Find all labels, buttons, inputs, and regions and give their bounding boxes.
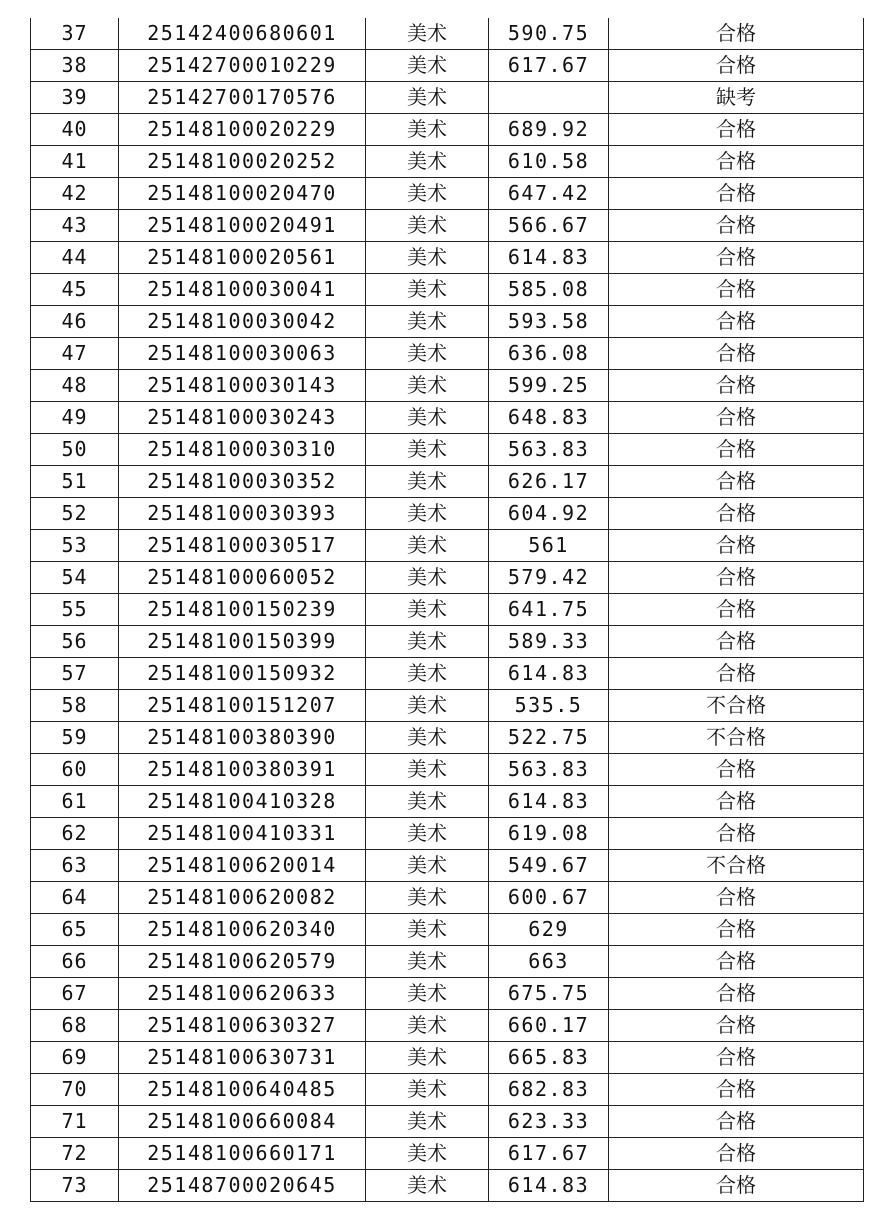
- result-cell: 合格: [609, 658, 864, 690]
- candidate-id-cell: 25148100030063: [119, 338, 366, 370]
- score-cell: 599.25: [489, 370, 609, 402]
- table-row: [31, 1010, 864, 1042]
- score-cell: 535.5: [489, 690, 609, 722]
- row-number-cell: 72: [31, 1138, 119, 1170]
- results-table-body: [31, 18, 864, 1202]
- score-cell: 623.33: [489, 1106, 609, 1138]
- row-number-cell: 61: [31, 786, 119, 818]
- row-number-cell: 49: [31, 402, 119, 434]
- score-cell: 566.67: [489, 210, 609, 242]
- candidate-id-cell: 25148100151207: [119, 690, 366, 722]
- score-cell: 579.42: [489, 562, 609, 594]
- result-cell: 合格: [609, 978, 864, 1010]
- result-cell: 合格: [609, 1170, 864, 1202]
- score-cell: 549.67: [489, 850, 609, 882]
- candidate-id-cell: 25148700020645: [119, 1170, 366, 1202]
- table-row: [31, 466, 864, 498]
- result-cell: 合格: [609, 434, 864, 466]
- candidate-id-cell: 25148100030042: [119, 306, 366, 338]
- table-row: [31, 50, 864, 82]
- score-cell: 610.58: [489, 146, 609, 178]
- table-row: [31, 530, 864, 562]
- candidate-id-cell: 25148100620579: [119, 946, 366, 978]
- row-number-cell: 71: [31, 1106, 119, 1138]
- candidate-id-cell: 25148100030143: [119, 370, 366, 402]
- result-cell: 合格: [609, 1074, 864, 1106]
- candidate-id-cell: 25148100410328: [119, 786, 366, 818]
- candidate-id-cell: 25142700010229: [119, 50, 366, 82]
- table-row: [31, 882, 864, 914]
- table-row: [31, 850, 864, 882]
- subject-cell: 美术: [366, 850, 489, 882]
- result-cell: 不合格: [609, 850, 864, 882]
- row-number-cell: 64: [31, 882, 119, 914]
- row-number-cell: 62: [31, 818, 119, 850]
- row-number-cell: 41: [31, 146, 119, 178]
- score-cell: 585.08: [489, 274, 609, 306]
- table-row: [31, 402, 864, 434]
- result-cell: 合格: [609, 370, 864, 402]
- row-number-cell: 54: [31, 562, 119, 594]
- row-number-cell: 70: [31, 1074, 119, 1106]
- result-cell: 合格: [609, 274, 864, 306]
- row-number-cell: 57: [31, 658, 119, 690]
- result-cell: 合格: [609, 210, 864, 242]
- row-number-cell: 50: [31, 434, 119, 466]
- subject-cell: 美术: [366, 722, 489, 754]
- score-cell: 617.67: [489, 1138, 609, 1170]
- subject-cell: 美术: [366, 210, 489, 242]
- table-row: [31, 722, 864, 754]
- subject-cell: 美术: [366, 1010, 489, 1042]
- row-number-cell: 44: [31, 242, 119, 274]
- subject-cell: 美术: [366, 306, 489, 338]
- row-number-cell: 46: [31, 306, 119, 338]
- candidate-id-cell: 25148100030517: [119, 530, 366, 562]
- result-cell: 不合格: [609, 722, 864, 754]
- subject-cell: 美术: [366, 1138, 489, 1170]
- table-row: [31, 146, 864, 178]
- candidate-id-cell: 25148100380390: [119, 722, 366, 754]
- subject-cell: 美术: [366, 1170, 489, 1202]
- results-table: [30, 18, 864, 1202]
- row-number-cell: 37: [31, 18, 119, 50]
- score-cell: 665.83: [489, 1042, 609, 1074]
- score-cell: 600.67: [489, 882, 609, 914]
- table-row: [31, 178, 864, 210]
- subject-cell: 美术: [366, 402, 489, 434]
- candidate-id-cell: 25148100620633: [119, 978, 366, 1010]
- candidate-id-cell: 25148100660171: [119, 1138, 366, 1170]
- score-cell: 663: [489, 946, 609, 978]
- row-number-cell: 59: [31, 722, 119, 754]
- table-row: [31, 690, 864, 722]
- row-number-cell: 43: [31, 210, 119, 242]
- subject-cell: 美术: [366, 146, 489, 178]
- subject-cell: 美术: [366, 626, 489, 658]
- subject-cell: 美术: [366, 754, 489, 786]
- subject-cell: 美术: [366, 530, 489, 562]
- result-cell: 合格: [609, 306, 864, 338]
- score-cell: 617.67: [489, 50, 609, 82]
- candidate-id-cell: 25148100620014: [119, 850, 366, 882]
- row-number-cell: 51: [31, 466, 119, 498]
- candidate-id-cell: 25142700170576: [119, 82, 366, 114]
- result-cell: 合格: [609, 946, 864, 978]
- table-row: [31, 18, 864, 50]
- subject-cell: 美术: [366, 274, 489, 306]
- table-row: [31, 946, 864, 978]
- table-row: [31, 1170, 864, 1202]
- row-number-cell: 60: [31, 754, 119, 786]
- table-row: [31, 82, 864, 114]
- result-cell: 合格: [609, 338, 864, 370]
- row-number-cell: 42: [31, 178, 119, 210]
- candidate-id-cell: 25148100020252: [119, 146, 366, 178]
- row-number-cell: 40: [31, 114, 119, 146]
- row-number-cell: 65: [31, 914, 119, 946]
- result-cell: 合格: [609, 754, 864, 786]
- row-number-cell: 58: [31, 690, 119, 722]
- result-cell: 合格: [609, 626, 864, 658]
- row-number-cell: 68: [31, 1010, 119, 1042]
- result-cell: 合格: [609, 146, 864, 178]
- subject-cell: 美术: [366, 1042, 489, 1074]
- score-cell: 641.75: [489, 594, 609, 626]
- table-row: [31, 242, 864, 274]
- candidate-id-cell: 25148100410331: [119, 818, 366, 850]
- score-cell: 563.83: [489, 754, 609, 786]
- results-sheet: [30, 18, 863, 1202]
- subject-cell: 美术: [366, 18, 489, 50]
- row-number-cell: 45: [31, 274, 119, 306]
- candidate-id-cell: 25148100020491: [119, 210, 366, 242]
- subject-cell: 美术: [366, 466, 489, 498]
- score-cell: 626.17: [489, 466, 609, 498]
- table-row: [31, 594, 864, 626]
- result-cell: 合格: [609, 914, 864, 946]
- subject-cell: 美术: [366, 242, 489, 274]
- row-number-cell: 69: [31, 1042, 119, 1074]
- score-cell: 647.42: [489, 178, 609, 210]
- score-cell: 660.17: [489, 1010, 609, 1042]
- score-cell: 589.33: [489, 626, 609, 658]
- table-row: [31, 818, 864, 850]
- result-cell: 不合格: [609, 690, 864, 722]
- result-cell: 合格: [609, 50, 864, 82]
- score-cell: 675.75: [489, 978, 609, 1010]
- table-row: [31, 978, 864, 1010]
- score-cell: 682.83: [489, 1074, 609, 1106]
- candidate-id-cell: 25148100030393: [119, 498, 366, 530]
- result-cell: 合格: [609, 114, 864, 146]
- score-cell: 561: [489, 530, 609, 562]
- score-cell: 563.83: [489, 434, 609, 466]
- result-cell: 合格: [609, 498, 864, 530]
- row-number-cell: 39: [31, 82, 119, 114]
- score-cell: [489, 82, 609, 114]
- row-number-cell: 67: [31, 978, 119, 1010]
- subject-cell: 美术: [366, 690, 489, 722]
- row-number-cell: 55: [31, 594, 119, 626]
- candidate-id-cell: 25148100020229: [119, 114, 366, 146]
- subject-cell: 美术: [366, 1106, 489, 1138]
- row-number-cell: 52: [31, 498, 119, 530]
- result-cell: 合格: [609, 466, 864, 498]
- table-row: [31, 114, 864, 146]
- result-cell: 合格: [609, 402, 864, 434]
- result-cell: 合格: [609, 242, 864, 274]
- subject-cell: 美术: [366, 50, 489, 82]
- result-cell: 合格: [609, 882, 864, 914]
- candidate-id-cell: 25148100030243: [119, 402, 366, 434]
- score-cell: 619.08: [489, 818, 609, 850]
- candidate-id-cell: 25148100030352: [119, 466, 366, 498]
- result-cell: 缺考: [609, 82, 864, 114]
- candidate-id-cell: 25148100060052: [119, 562, 366, 594]
- score-cell: 689.92: [489, 114, 609, 146]
- candidate-id-cell: 25148100030310: [119, 434, 366, 466]
- candidate-id-cell: 25148100150932: [119, 658, 366, 690]
- result-cell: 合格: [609, 1010, 864, 1042]
- row-number-cell: 47: [31, 338, 119, 370]
- result-cell: 合格: [609, 818, 864, 850]
- table-row: [31, 498, 864, 530]
- subject-cell: 美术: [366, 1074, 489, 1106]
- table-row: [31, 626, 864, 658]
- candidate-id-cell: 25148100630327: [119, 1010, 366, 1042]
- table-row: [31, 562, 864, 594]
- subject-cell: 美术: [366, 594, 489, 626]
- table-row: [31, 306, 864, 338]
- table-row: [31, 1106, 864, 1138]
- subject-cell: 美术: [366, 658, 489, 690]
- candidate-id-cell: 25148100620082: [119, 882, 366, 914]
- candidate-id-cell: 25148100020561: [119, 242, 366, 274]
- result-cell: 合格: [609, 1138, 864, 1170]
- result-cell: 合格: [609, 18, 864, 50]
- score-cell: 636.08: [489, 338, 609, 370]
- candidate-id-cell: 25142400680601: [119, 18, 366, 50]
- score-cell: 522.75: [489, 722, 609, 754]
- subject-cell: 美术: [366, 882, 489, 914]
- table-row: [31, 1074, 864, 1106]
- subject-cell: 美术: [366, 338, 489, 370]
- table-row: [31, 754, 864, 786]
- score-cell: 590.75: [489, 18, 609, 50]
- table-row: [31, 274, 864, 306]
- subject-cell: 美术: [366, 82, 489, 114]
- table-row: [31, 370, 864, 402]
- table-row: [31, 338, 864, 370]
- table-row: [31, 1138, 864, 1170]
- score-cell: 629: [489, 914, 609, 946]
- table-row: [31, 210, 864, 242]
- result-cell: 合格: [609, 1042, 864, 1074]
- candidate-id-cell: 25148100030041: [119, 274, 366, 306]
- candidate-id-cell: 25148100630731: [119, 1042, 366, 1074]
- subject-cell: 美术: [366, 370, 489, 402]
- score-cell: 593.58: [489, 306, 609, 338]
- score-cell: 614.83: [489, 658, 609, 690]
- row-number-cell: 48: [31, 370, 119, 402]
- row-number-cell: 53: [31, 530, 119, 562]
- row-number-cell: 56: [31, 626, 119, 658]
- candidate-id-cell: 25148100640485: [119, 1074, 366, 1106]
- subject-cell: 美术: [366, 786, 489, 818]
- candidate-id-cell: 25148100020470: [119, 178, 366, 210]
- subject-cell: 美术: [366, 434, 489, 466]
- subject-cell: 美术: [366, 818, 489, 850]
- table-row: [31, 658, 864, 690]
- subject-cell: 美术: [366, 562, 489, 594]
- row-number-cell: 63: [31, 850, 119, 882]
- subject-cell: 美术: [366, 946, 489, 978]
- row-number-cell: 73: [31, 1170, 119, 1202]
- result-cell: 合格: [609, 786, 864, 818]
- score-cell: 614.83: [489, 242, 609, 274]
- candidate-id-cell: 25148100380391: [119, 754, 366, 786]
- subject-cell: 美术: [366, 114, 489, 146]
- score-cell: 648.83: [489, 402, 609, 434]
- row-number-cell: 66: [31, 946, 119, 978]
- subject-cell: 美术: [366, 498, 489, 530]
- subject-cell: 美术: [366, 178, 489, 210]
- subject-cell: 美术: [366, 978, 489, 1010]
- score-cell: 614.83: [489, 786, 609, 818]
- score-cell: 614.83: [489, 1170, 609, 1202]
- candidate-id-cell: 25148100150239: [119, 594, 366, 626]
- table-row: [31, 786, 864, 818]
- result-cell: 合格: [609, 1106, 864, 1138]
- result-cell: 合格: [609, 530, 864, 562]
- table-row: [31, 914, 864, 946]
- table-row: [31, 434, 864, 466]
- candidate-id-cell: 25148100660084: [119, 1106, 366, 1138]
- subject-cell: 美术: [366, 914, 489, 946]
- result-cell: 合格: [609, 562, 864, 594]
- result-cell: 合格: [609, 178, 864, 210]
- candidate-id-cell: 25148100620340: [119, 914, 366, 946]
- candidate-id-cell: 25148100150399: [119, 626, 366, 658]
- row-number-cell: 38: [31, 50, 119, 82]
- table-row: [31, 1042, 864, 1074]
- score-cell: 604.92: [489, 498, 609, 530]
- result-cell: 合格: [609, 594, 864, 626]
